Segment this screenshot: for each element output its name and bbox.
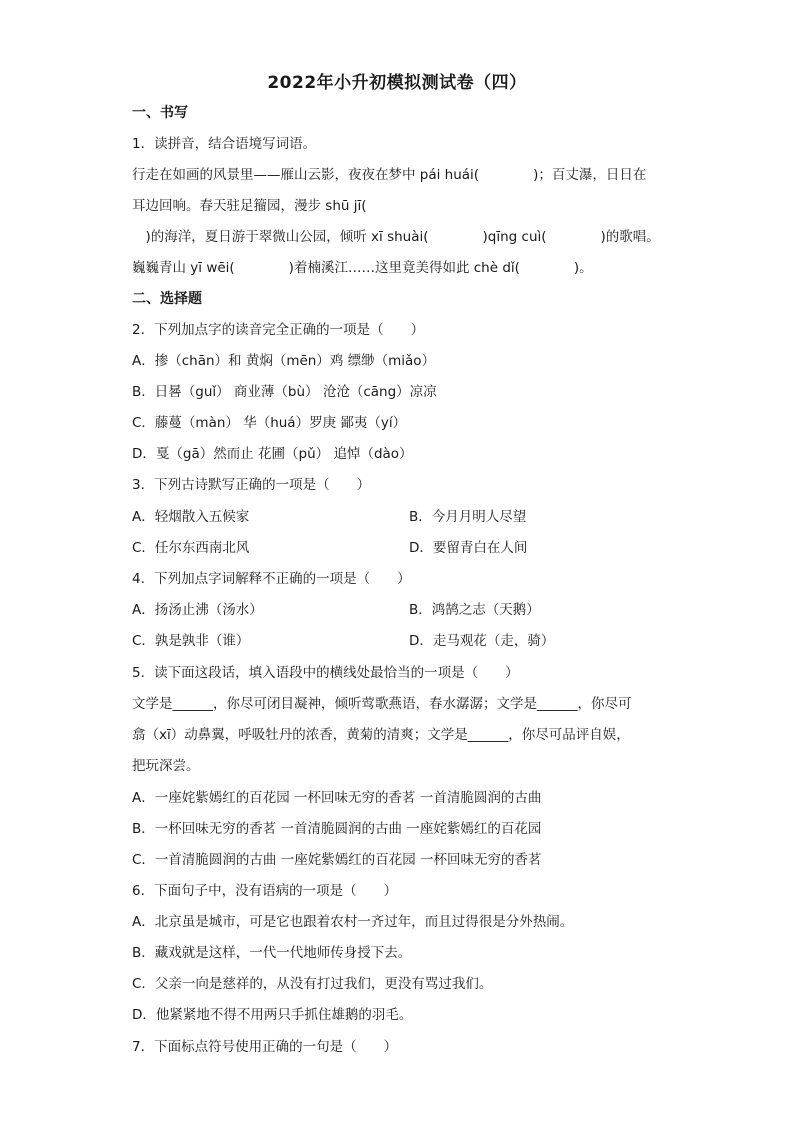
question-5-option-c: C．一首清脆圆润的古曲 一座姹紫嫣红的百花园 一杯回味无穷的香茗 (132, 852, 542, 868)
question-2-option-b: B．日晷（guǐ） 商业薄（bù） 沧沧（cāng）凉凉 (132, 384, 437, 400)
question-3-option-row (132, 538, 672, 558)
question-3-option-row (132, 507, 672, 527)
question-2-option-c: C．藤蔓（màn） 华（huá）罗庚 鄙夷（yí） (132, 415, 407, 431)
question-6-option-c: C．父亲一向是慈祥的，从没有打过我们，更没有骂过我们。 (132, 976, 493, 992)
question-4-option-d: D．走马观花（走，骑） (409, 633, 555, 649)
question-7-stem: 7．下面标点符号使用正确的一句是（ ） (132, 1039, 398, 1055)
question-5-option-b: B．一杯回味无穷的香茗 一首清脆圆润的古曲 一座姹紫嫣红的百花园 (132, 821, 542, 837)
question-3-option-c: C．任尔东西南北风 (132, 540, 250, 556)
question-2-option-a: A．掺（chān）和 黄焖（mēn）鸡 缥缈（miǎo） (132, 353, 436, 369)
question-6-option-d: D．他紧紧地不得不用两只手抓住雄鹅的羽毛。 (132, 1007, 413, 1023)
question-4-stem: 4．下列加点字词解释不正确的一项是（ ） (132, 571, 411, 587)
question-5-passage-line-3: 把玩深尝。 (132, 758, 200, 774)
question-1-line-4: 巍巍青山 yī wēi( )着楠溪江……这里竟美得如此 chè dǐ( )。 (132, 260, 593, 276)
question-4-option-row (132, 631, 672, 651)
question-6-stem: 6．下面句子中，没有语病的一项是（ ） (132, 883, 398, 899)
section-heading-writing: 一、书写 (132, 105, 188, 121)
question-5-passage-line-1: 文学是______，你尽可闭目凝神，倾听莺歌燕语，春水潺潺；文学是______，你尽可 (132, 696, 632, 712)
question-2-stem: 2．下列加点字的读音完全正确的一项是（ ） (132, 322, 425, 338)
question-5-stem: 5．读下面这段话，填入语段中的横线处最恰当的一项是（ ） (132, 665, 519, 681)
question-1-line-3: )的海洋，夏日游于翠微山公园，倾听 xī shuài( )qīng cuì( )的歌唱。 (132, 229, 660, 245)
question-1-line-2: 耳边回响。春天驻足籀园，漫步 shū jī( (132, 198, 367, 214)
question-4-option-b: B．鸿鹄之志（天鹅） (409, 602, 540, 618)
question-3-stem: 3．下列古诗默写正确的一项是（ ） (132, 477, 371, 493)
question-5-option-a: A．一座姹紫嫣红的百花园 一杯回味无穷的香茗 一首清脆圆润的古曲 (132, 790, 542, 806)
question-3-option-d: D．要留青白在人间 (409, 540, 528, 556)
question-2-option-d: D．戛（gā）然而止 花圃（pǔ） 追悼（dào） (132, 446, 413, 462)
question-1-line-1: 行走在如画的风景里——雁山云影，夜夜在梦中 pái huái( )；百丈瀑，日日在 (132, 167, 647, 183)
section-heading-choice: 二、选择题 (132, 291, 202, 307)
question-3-option-b: B．今月月明人尽望 (409, 509, 527, 525)
question-5-passage-line-2: 翕（xī）动鼻翼，呼吸牡丹的浓香，黄菊的清爽；文学是______，你尽可品评自娱， (132, 727, 630, 743)
question-3-option-a: A．轻烟散入五候家 (132, 509, 250, 525)
question-6-option-a: A．北京虽是城市，可是它也跟着农村一齐过年，而且过得很是分外热闹。 (132, 914, 574, 930)
question-6-option-b: B．藏戏就是这样，一代一代地师传身授下去。 (132, 945, 412, 961)
question-4-option-row (132, 600, 672, 620)
question-1-stem: 1．读拼音，结合语境写词语。 (132, 136, 317, 152)
question-4-option-c: C．孰是孰非（谁） (132, 633, 250, 649)
question-4-option-a: A．扬汤止沸（汤水） (132, 602, 263, 618)
page-title: 2022年小升初模拟测试卷（四） (267, 73, 527, 93)
